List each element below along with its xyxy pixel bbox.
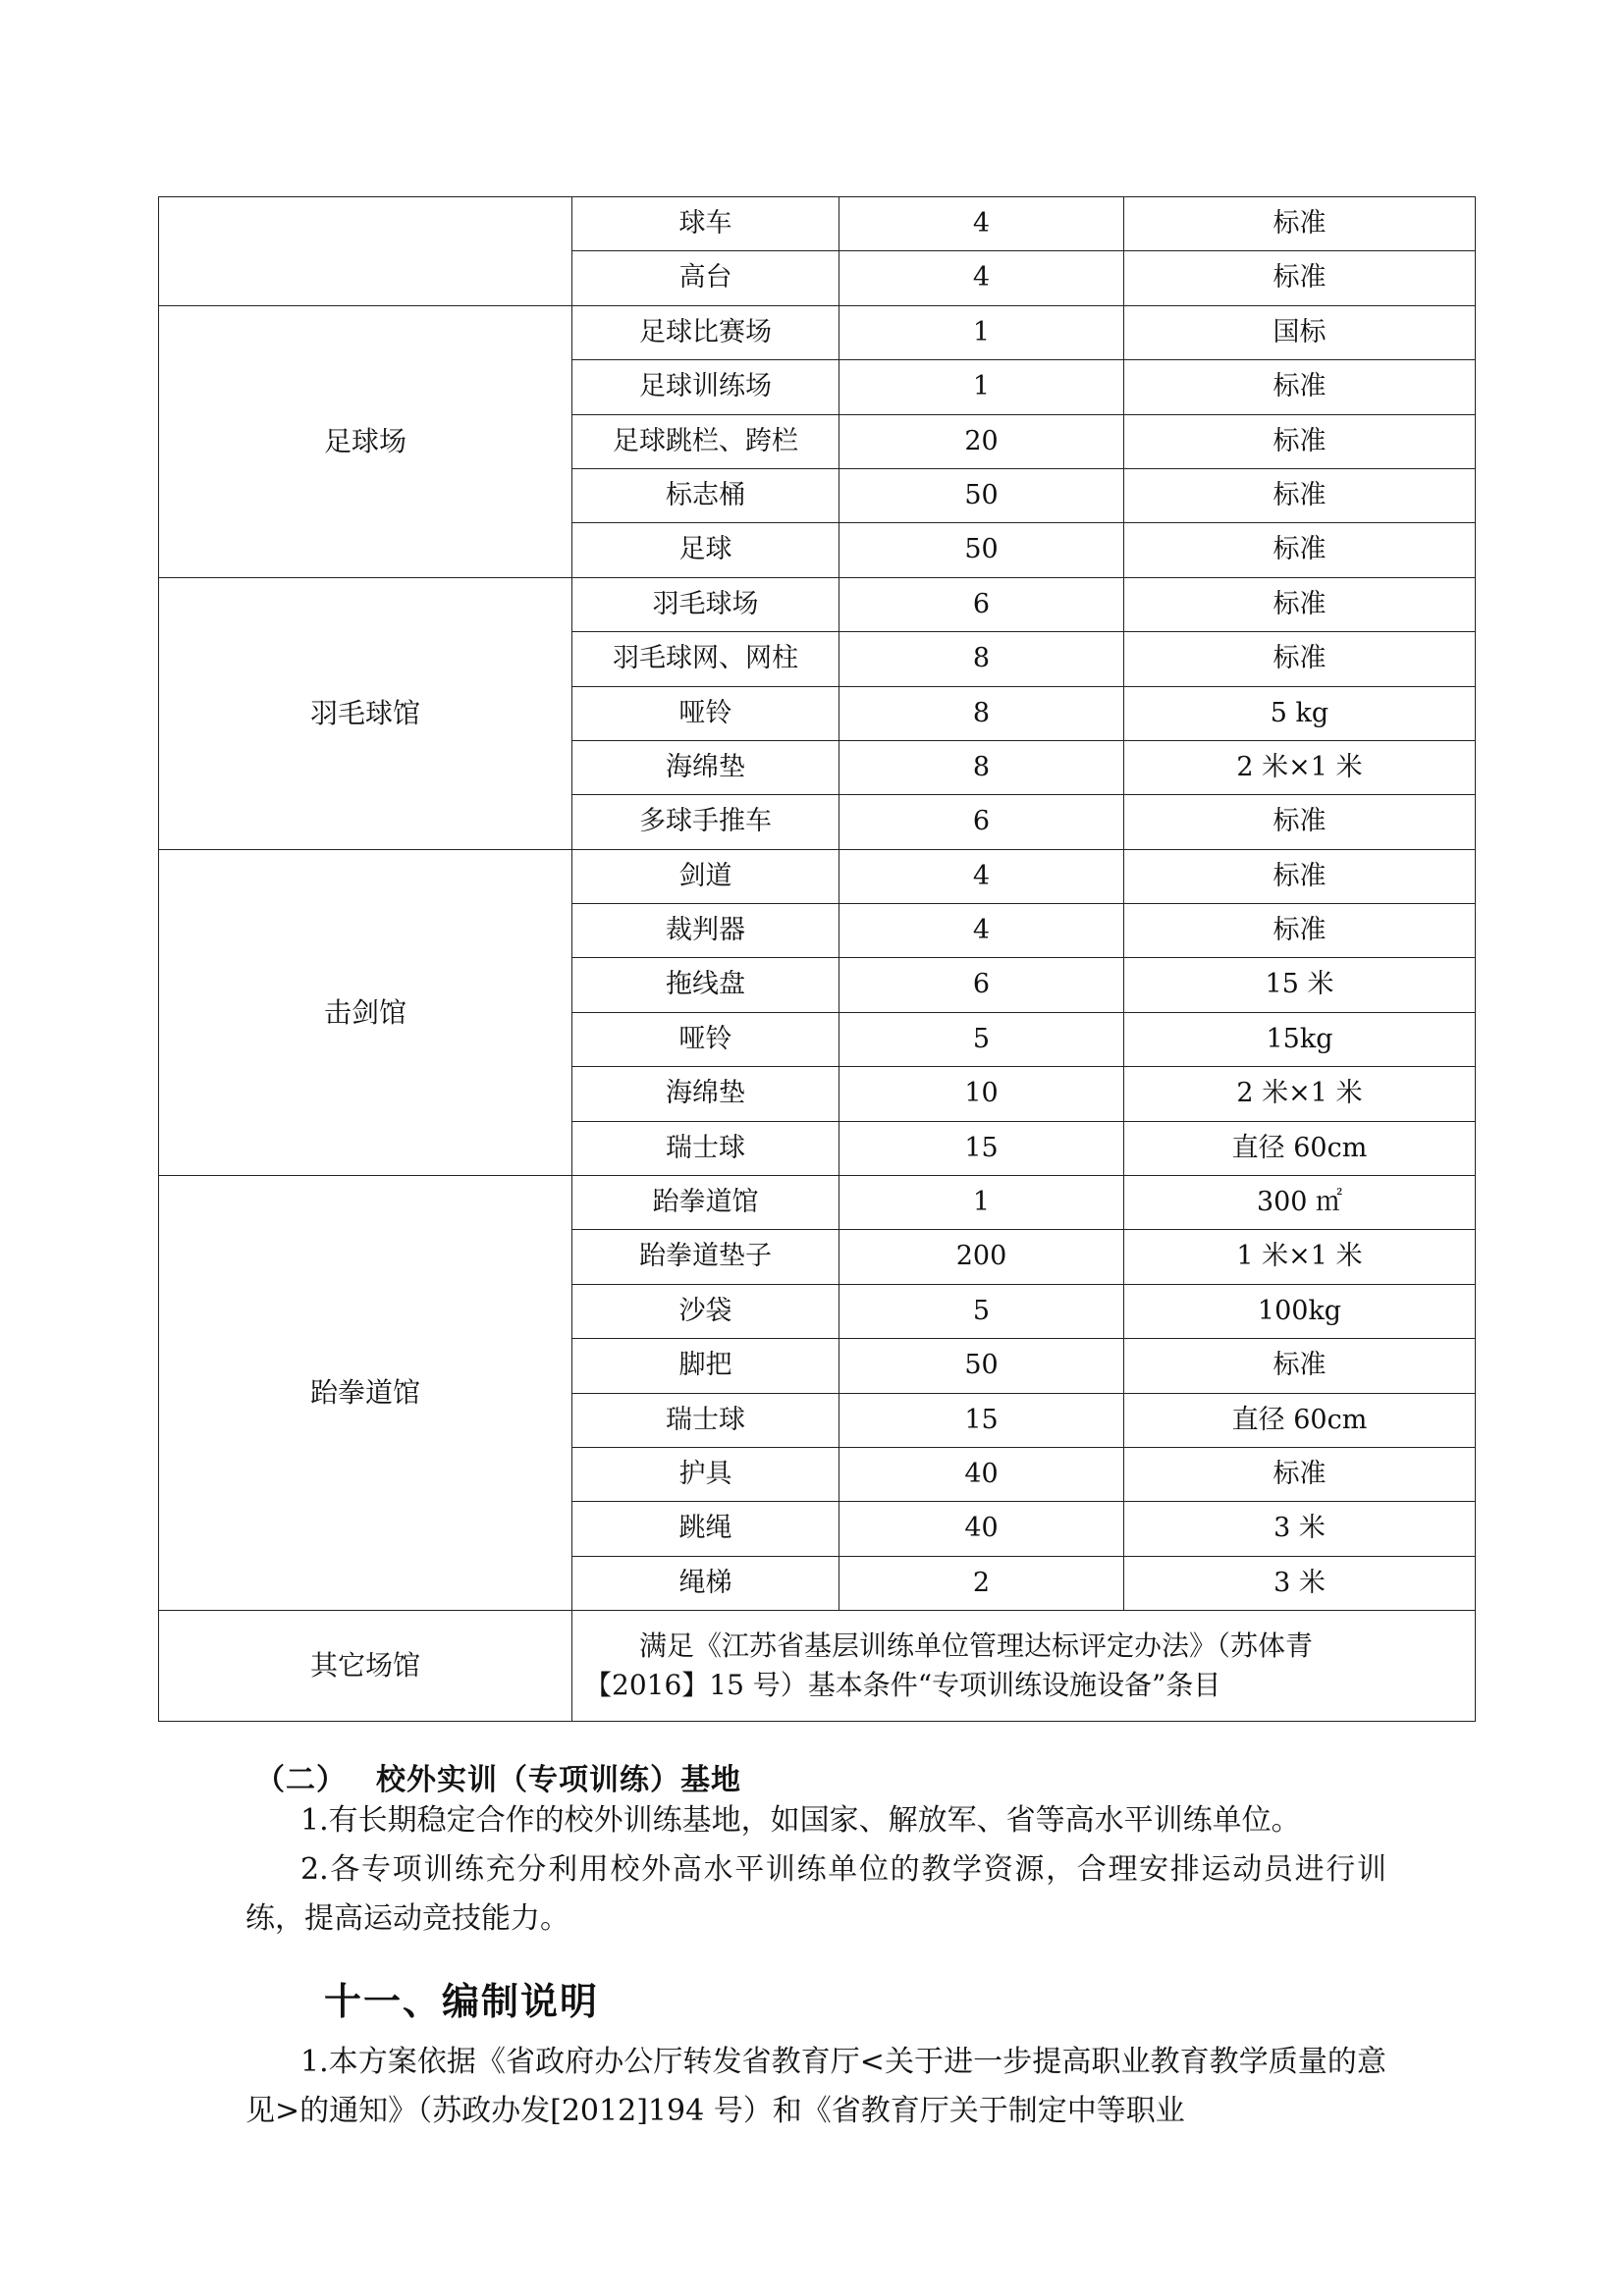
venue-cell: 羽毛球馆 [159,577,572,849]
section-heading-offsite-base [255,1755,741,1798]
spec-cell: 标准 [1124,251,1476,305]
spec-cell: 标准 [1124,632,1476,686]
paragraph-compilation: 1.本方案依据《省政府办公厅转发省教育厅<关于进一步提高职业教育教学质量的意见>的通知》（苏政办发[2012]194 号）和《省教育厅关于制定中等职业 [245,2045,1386,2128]
section-title: 校外实训（专项训练）基地 [376,1763,741,1797]
venue-cell [159,197,572,306]
quantity-cell: 20 [839,414,1124,468]
spec-cell: 国标 [1124,305,1476,359]
table-row-other [159,1611,1476,1722]
item-cell: 球车 [572,197,839,251]
quantity-cell: 6 [839,795,1124,849]
item-cell: 羽毛球场 [572,577,839,631]
quantity-cell: 2 [839,1556,1124,1610]
item-cell: 脚把 [572,1339,839,1393]
table-row [159,577,1476,631]
quantity-cell: 6 [839,958,1124,1012]
quantity-cell: 50 [839,1339,1124,1393]
quantity-cell: 40 [839,1502,1124,1556]
spec-cell: 标准 [1124,1339,1476,1393]
quantity-cell: 8 [839,632,1124,686]
spec-cell: 100kg [1124,1284,1476,1338]
spec-cell: 标准 [1124,414,1476,468]
quantity-cell: 4 [839,197,1124,251]
venue-cell: 击剑馆 [159,849,572,1175]
spec-cell: 标准 [1124,360,1476,414]
item-cell: 足球 [572,523,839,577]
item-cell: 剑道 [572,849,839,903]
note-line: 满足《江苏省基层训练单位管理达标评定办法》（苏体青 [639,1629,1314,1662]
venue-cell: 足球场 [159,305,572,577]
item-cell: 护具 [572,1447,839,1501]
spec-cell: 300 ㎡ [1124,1176,1476,1230]
quantity-cell: 1 [839,360,1124,414]
spec-cell: 标准 [1124,795,1476,849]
note-cell [572,1611,1476,1722]
table-row [159,197,1476,251]
equipment-table [158,196,1476,1722]
quantity-cell: 10 [839,1067,1124,1121]
section-number: （二） [255,1763,347,1797]
item-cell: 裁判器 [572,904,839,958]
quantity-cell: 15 [839,1121,1124,1175]
item-cell: 拖线盘 [572,958,839,1012]
item-cell: 跆拳道馆 [572,1176,839,1230]
item-cell: 羽毛球网、网柱 [572,632,839,686]
note-line: 【2016】15 号）基本条件“专项训练设施设备”条目 [584,1669,1221,1702]
item-cell: 瑞士球 [572,1393,839,1447]
spec-cell: 2 米×1 米 [1124,740,1476,794]
spec-cell: 15 米 [1124,958,1476,1012]
spec-cell: 5 kg [1124,686,1476,740]
item-cell: 沙袋 [572,1284,839,1338]
quantity-cell: 40 [839,1447,1124,1501]
quantity-cell: 5 [839,1012,1124,1066]
spec-cell: 3 米 [1124,1502,1476,1556]
item-cell: 跳绳 [572,1502,839,1556]
spec-cell: 标准 [1124,1447,1476,1501]
table-row [159,849,1476,903]
table-row [159,1176,1476,1230]
quantity-cell: 15 [839,1393,1124,1447]
quantity-cell: 8 [839,740,1124,794]
spec-cell: 标准 [1124,904,1476,958]
spec-cell: 直径 60cm [1124,1121,1476,1175]
spec-cell: 标准 [1124,849,1476,903]
item-cell: 足球跳栏、跨栏 [572,414,839,468]
quantity-cell: 4 [839,904,1124,958]
spec-cell: 标准 [1124,577,1476,631]
spec-cell: 直径 60cm [1124,1393,1476,1447]
spec-cell: 标准 [1124,197,1476,251]
item-cell: 标志桶 [572,468,839,522]
item-cell: 绳梯 [572,1556,839,1610]
quantity-cell: 200 [839,1230,1124,1284]
item-cell: 海绵垫 [572,740,839,794]
spec-cell: 15kg [1124,1012,1476,1066]
table-row [159,305,1476,359]
spec-cell: 标准 [1124,468,1476,522]
quantity-cell: 1 [839,305,1124,359]
item-cell: 跆拳道垫子 [572,1230,839,1284]
item-cell: 高台 [572,251,839,305]
quantity-cell: 50 [839,468,1124,522]
paragraph-1: 1.有长期稳定合作的校外训练基地，如国家、解放军、省等高水平训练单位。 [300,1803,1301,1838]
spec-cell: 1 米×1 米 [1124,1230,1476,1284]
spec-cell: 2 米×1 米 [1124,1067,1476,1121]
quantity-cell: 4 [839,849,1124,903]
quantity-cell: 6 [839,577,1124,631]
quantity-cell: 4 [839,251,1124,305]
venue-cell: 其它场馆 [159,1611,572,1722]
quantity-cell: 1 [839,1176,1124,1230]
item-cell: 海绵垫 [572,1067,839,1121]
item-cell: 足球训练场 [572,360,839,414]
spec-cell: 标准 [1124,523,1476,577]
chapter-heading: 十一、编制说明 [324,1980,600,2023]
spec-cell: 3 米 [1124,1556,1476,1610]
item-cell: 哑铃 [572,686,839,740]
quantity-cell: 8 [839,686,1124,740]
quantity-cell: 50 [839,523,1124,577]
item-cell: 哑铃 [572,1012,839,1066]
paragraph-2: 2.各专项训练充分利用校外高水平训练单位的教学资源，合理安排运动员进行训练，提高运动竞技能力。 [245,1852,1386,1936]
item-cell: 瑞士球 [572,1121,839,1175]
quantity-cell: 5 [839,1284,1124,1338]
item-cell: 足球比赛场 [572,305,839,359]
venue-cell: 跆拳道馆 [159,1176,572,1611]
item-cell: 多球手推车 [572,795,839,849]
